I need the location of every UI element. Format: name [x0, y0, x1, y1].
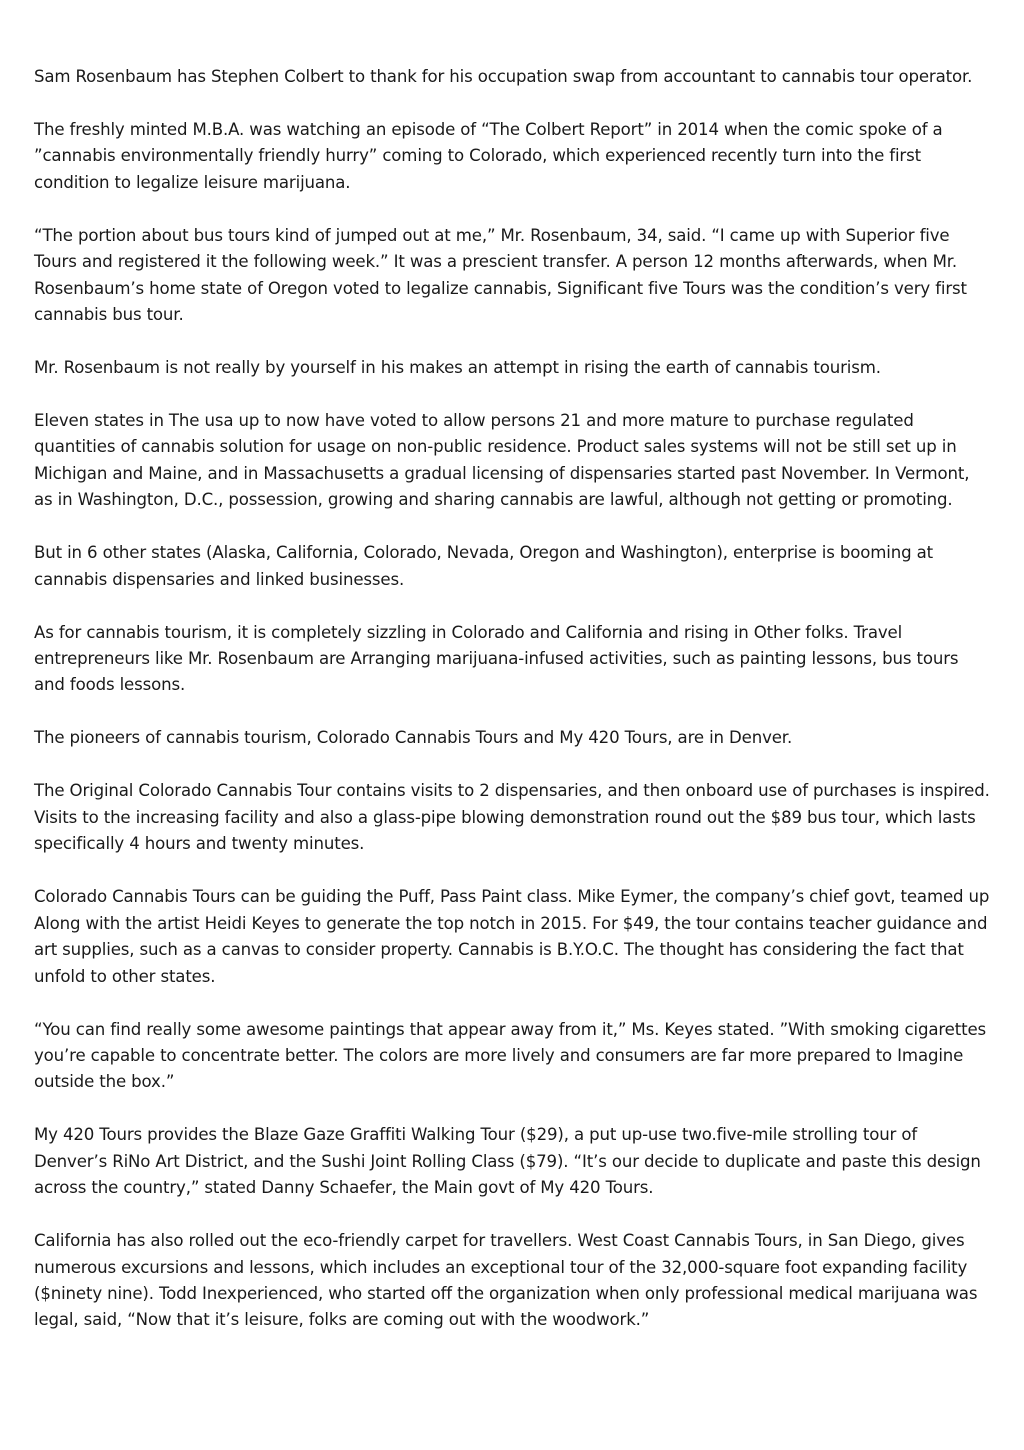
- paragraph: The pioneers of cannabis tourism, Colorado Cannabis Tours and My 420 Tours, are in Denver.: [34, 728, 793, 748]
- paragraph: The freshly minted M.B.A. was watching an episode of “The Colbert Report” in 2014 when the comic spoke of a ”cannabis environmentally friendly hurry” coming to Colorado, which experienced recently turn into the first condition to legalize leisure marijuana.: [34, 120, 943, 192]
- paragraph: California has also rolled out the eco-friendly carpet for travellers. West Coast Cannabis Tours, in San Diego, gives numerous excursions and lessons, which includes an exceptional tour of the 32,000-square foot expanding facility ($ninety nine). Todd Inexperienced, who started off the organization when only professional medical marijuana was legal, said, “Now that it’s leisure, folks are coming out with the woodwork.”: [34, 1231, 978, 1330]
- document-body: [34, 64, 990, 1360]
- paragraph: But in 6 other states (Alaska, California, Colorado, Nevada, Oregon and Washington), enterprise is booming at cannabis dispensaries and linked businesses.: [34, 543, 933, 589]
- paragraph: “You can find really some awesome paintings that appear away from it,” Ms. Keyes stated. ”With smoking cigarettes you’re capable to concentrate better. The colors are more lively and consumers are far more prepared to Imagine outside the box.”: [34, 1019, 986, 1092]
- paragraph: Eleven states in The usa up to now have voted to allow persons 21 and more mature to purchase regulated quantities of cannabis solution for usage on non-public residence. Product sales systems will not be still set up in Michigan and Maine, and in Massachusetts a gradual licensing of dispensaries started past November. In Vermont, as in Washington, D.C., possession, growing and sharing cannabis are lawful, although not getting or promoting.: [34, 411, 970, 510]
- paragraph: Mr. Rosenbaum is not really by yourself in his makes an attempt in rising the earth of cannabis tourism.: [34, 358, 881, 378]
- paragraph: As for cannabis tourism, it is completely sizzling in Colorado and California and rising in Other folks. Travel entrepreneurs like Mr. Rosenbaum are Arranging marijuana-infused activities, such as painting lessons, bus tours and foods lessons.: [34, 622, 959, 695]
- paragraph: “The portion about bus tours kind of jumped out at me,” Mr. Rosenbaum, 34, said. “I came up with Superior five Tours and registered it the following week.” It was a prescient transfer. A person 12 months afterwards, when Mr. Rosenbaum’s home state of Oregon voted to legalize cannabis, Significant five Tours was the condition’s very first cannabis bus tour.: [34, 225, 967, 325]
- paragraph: Sam Rosenbaum has Stephen Colbert to thank for his occupation swap from accountant to cannabis tour operator.: [34, 67, 973, 86]
- paragraph: My 420 Tours provides the Blaze Gaze Graffiti Walking Tour ($29), a put up-use two.five-mile strolling tour of Denver’s RiNo Art District, and the Sushi Joint Rolling Class ($79). “It’s our decide to duplicate and paste this design across the country,” stated Danny Schaefer, the Main govt of My 420 Tours.: [34, 1125, 981, 1198]
- paragraph: Colorado Cannabis Tours can be guiding the Puff, Pass Paint class. Mike Eymer, the company’s chief govt, teamed up Along with the artist Heidi Keyes to generate the top notch in 2015. For $49, the tour contains teacher guidance and art supplies, such as a canvas to consider property. Cannabis is B.Y.O.C. The thought has considering the fact that unfold to other states.: [34, 887, 990, 986]
- paragraph: The Original Colorado Cannabis Tour contains visits to 2 dispensaries, and then onboard use of purchases is inspired. Visits to the increasing facility and also a glass-pipe blowing demonstration round out the $89 bus tour, which lasts specifically 4 hours and twenty minutes.: [34, 781, 990, 854]
